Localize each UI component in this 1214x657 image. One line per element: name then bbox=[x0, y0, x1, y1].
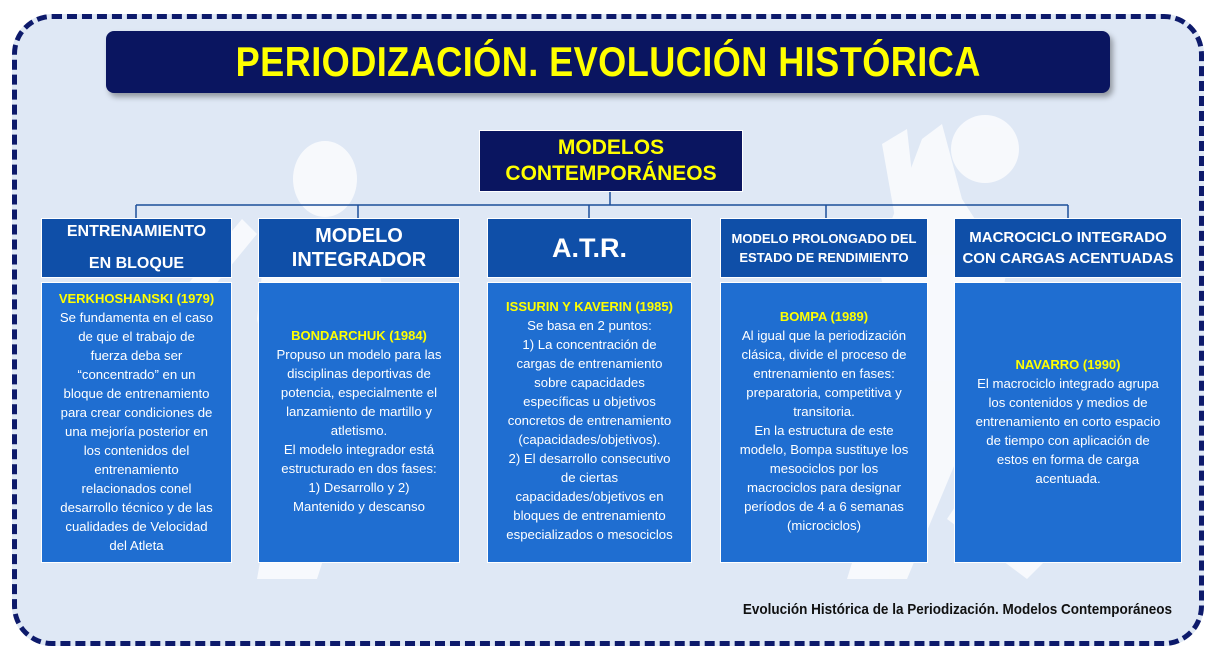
heading-line: MODELO PROLONGADO DEL bbox=[731, 231, 917, 246]
body-line: de ciertas bbox=[560, 470, 619, 485]
body-line: de que el trabajo de bbox=[78, 329, 195, 344]
column-author: BOMPA (1989) bbox=[779, 309, 869, 324]
body-line: específicas u objetivos bbox=[523, 394, 656, 409]
body-line: bloque de entrenamiento bbox=[63, 386, 210, 401]
body-line: atletismo. bbox=[330, 423, 388, 438]
body-line: disciplinas deportivas de bbox=[287, 366, 431, 381]
body-line: estos en forma de carga bbox=[996, 452, 1140, 467]
body-line: capacidades/objetivos en bbox=[515, 489, 664, 504]
heading-line: ENTRENAMIENTO bbox=[66, 223, 207, 240]
body-line: (capacidades/objetivos). bbox=[518, 432, 661, 447]
body-line: fuerza deba ser bbox=[90, 348, 183, 363]
body-line: Propuso un modelo para las bbox=[276, 347, 442, 362]
column-author: NAVARRO (1990) bbox=[1015, 357, 1121, 372]
body-line: lanzamiento de martillo y bbox=[286, 404, 432, 419]
body-line: entrenamiento en corto espacio bbox=[975, 414, 1161, 429]
body-line: En la estructura de este bbox=[754, 423, 894, 438]
body-line: 1) Desarrollo y 2) bbox=[308, 480, 410, 495]
column-body-macrociclo-integrado bbox=[954, 282, 1182, 563]
column-body-modelo-prolongado bbox=[720, 282, 928, 563]
root-node-modelos-contemporaneos bbox=[479, 130, 743, 192]
body-line: de tiempo con aplicación de bbox=[986, 433, 1150, 448]
root-line-2: CONTEMPORÁNEOS bbox=[505, 162, 717, 185]
column-body-modelo-integrador bbox=[258, 282, 460, 563]
body-line: transitoria. bbox=[793, 404, 855, 419]
body-line: El macrociclo integrado agrupa bbox=[977, 376, 1159, 391]
body-line: sobre capacidades bbox=[534, 375, 645, 390]
body-line: entrenamiento bbox=[94, 462, 179, 477]
body-line: relacionados conel bbox=[81, 481, 192, 496]
body-line: Se fundamenta en el caso bbox=[59, 310, 214, 325]
heading-line: CON CARGAS ACENTUADAS bbox=[962, 250, 1174, 267]
column-heading-modelo-prolongado bbox=[720, 218, 928, 278]
heading-line: ESTADO DE RENDIMIENTO bbox=[739, 250, 909, 265]
body-line: del Atleta bbox=[109, 538, 164, 553]
body-line: macrociclos para designar bbox=[747, 480, 901, 495]
body-line: 1) La concentración de bbox=[522, 337, 657, 352]
body-line: especializados o mesociclos bbox=[506, 527, 673, 542]
body-line: estructurado en dos fases: bbox=[281, 461, 437, 476]
body-line: potencia, especialmente el bbox=[280, 385, 438, 400]
body-line: Se basa en 2 puntos: bbox=[527, 318, 652, 333]
body-line: cualidades de Velocidad bbox=[65, 519, 208, 534]
column-heading-modelo-integrador bbox=[258, 218, 460, 278]
body-line: “concentrado” en un bbox=[77, 367, 196, 382]
column-heading-atr bbox=[487, 218, 692, 278]
root-line-1: MODELOS bbox=[557, 136, 665, 159]
body-line: desarrollo técnico y de las bbox=[60, 500, 213, 515]
page-title: PERIODIZACIÓN. EVOLUCIÓN HISTÓRICA bbox=[235, 38, 981, 85]
body-line: los contenidos y medios de bbox=[988, 395, 1148, 410]
column-author: BONDARCHUK (1984) bbox=[291, 328, 427, 343]
body-line: cargas de entrenamiento bbox=[516, 356, 663, 371]
column-body-entrenamiento-en-bloque bbox=[41, 282, 232, 563]
column-author: VERKHOSHANSKI (1979) bbox=[58, 291, 215, 306]
body-line: los contenidos del bbox=[83, 443, 190, 458]
figure-caption: Evolución Histórica de la Periodización. Modelos Contemporáneos bbox=[742, 601, 1172, 618]
column-body-atr bbox=[487, 282, 692, 563]
column-heading-macrociclo-integrado bbox=[954, 218, 1182, 278]
heading-line: EN BLOQUE bbox=[88, 255, 185, 272]
body-line: bloques de entrenamiento bbox=[513, 508, 666, 523]
body-line: 2) El desarrollo consecutivo bbox=[508, 451, 671, 466]
column-heading-entrenamiento-en-bloque bbox=[41, 218, 232, 278]
body-line: acentuada. bbox=[1035, 471, 1101, 486]
body-line: Al igual que la periodización bbox=[741, 328, 907, 343]
heading-line: MODELO bbox=[315, 225, 403, 247]
body-line: clásica, divide el proceso de bbox=[741, 347, 907, 362]
body-line: preparatoria, competitiva y bbox=[746, 385, 902, 400]
heading-line: A.T.R. bbox=[551, 233, 627, 263]
body-line: concretos de entrenamiento bbox=[507, 413, 672, 428]
body-line: períodos de 4 a 6 semanas bbox=[744, 499, 904, 514]
body-line: Mantenido y descanso bbox=[293, 499, 425, 514]
column-author: ISSURIN Y KAVERIN (1985) bbox=[506, 299, 673, 314]
body-line: mesociclos por los bbox=[769, 461, 879, 476]
body-line: para crear condiciones de bbox=[60, 405, 213, 420]
body-line: (microciclos) bbox=[787, 518, 861, 533]
body-line: modelo, Bompa sustituye los bbox=[739, 442, 909, 457]
body-line: entrenamiento en fases: bbox=[753, 366, 895, 381]
body-line: El modelo integrador está bbox=[283, 442, 435, 457]
heading-line: MACROCICLO INTEGRADO bbox=[969, 229, 1167, 246]
body-line: una mejoría posterior en bbox=[65, 424, 208, 439]
heading-line: INTEGRADOR bbox=[291, 249, 427, 271]
